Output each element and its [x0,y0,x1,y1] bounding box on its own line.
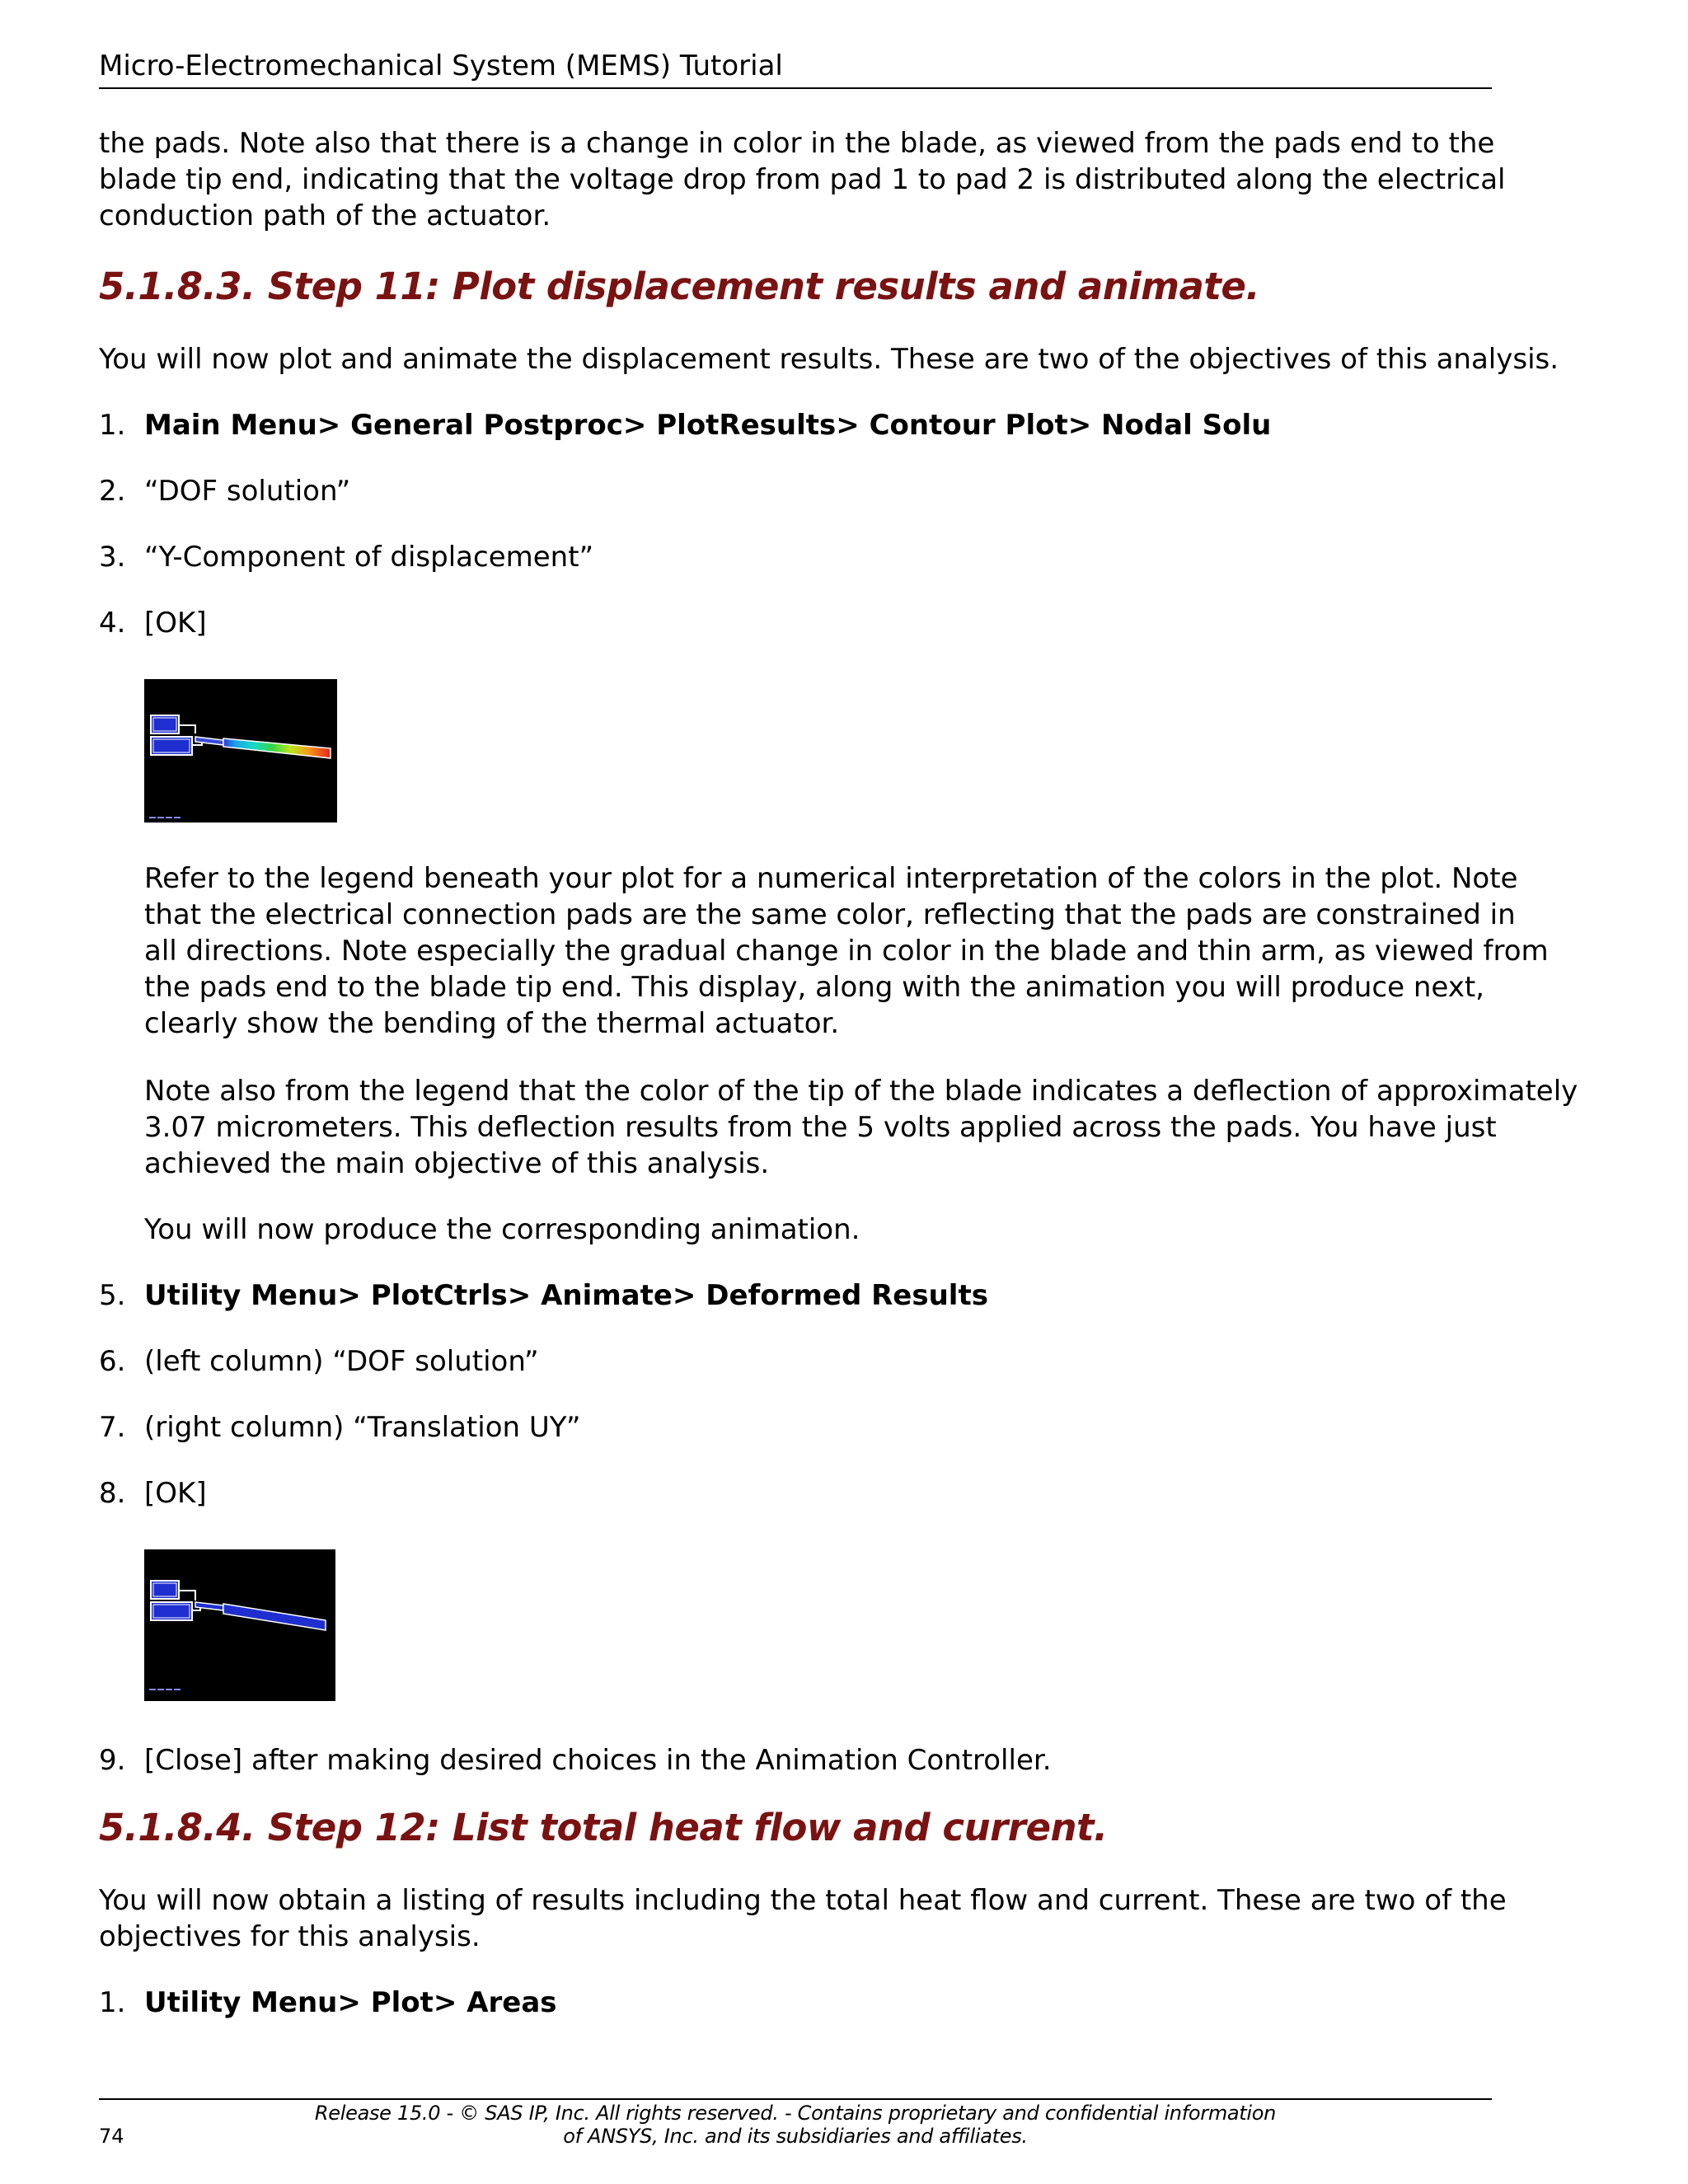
blade [223,738,331,758]
step-menu-path: Main Menu> General Postproc> PlotResults> Contour Plot> Nodal Solu [144,409,1272,442]
step-item [99,407,1271,443]
step-item [99,1742,1052,1779]
displacement-contour-plot-image [144,679,337,823]
step-number: 7. [99,1411,126,1444]
step-item [99,473,350,509]
pad-2 [151,737,192,755]
header-rule [99,87,1492,89]
step-text: [OK] [144,1477,207,1510]
footer-line: Release 15.0 - © SAS IP, Inc. All rights reserved. - Contains proprietary and confidential information [314,2102,1277,2125]
step-number: 5. [99,1279,126,1312]
step-text: [Close] after making desired choices in the Animation Controller. [144,1744,1052,1777]
step-text: “Y-Component of displacement” [144,541,594,574]
step-menu-path: Utility Menu> Plot> Areas [144,1986,557,2019]
page-number: 74 [99,2125,124,2148]
animation-frame-image [144,1549,335,1701]
step-text: (left column) “DOF solution” [144,1345,539,1378]
step-text: “DOF solution” [144,475,351,508]
running-header: Micro-Electromechanical System (MEMS) Tutorial [99,49,783,82]
section-heading-step-11: 5.1.8.3. Step 11: Plot displacement results and animate. [99,265,1260,308]
footer-rule [99,2098,1492,2100]
intro-line: blade tip end, indicating that the voltage drop from pad 1 to pad 2 is distributed along the electrical [99,163,1506,196]
step-menu-path: Utility Menu> PlotCtrls> Animate> Deformed Results [144,1279,988,1312]
paragraph-line: clearly show the bending of the thermal actuator. [144,1007,840,1040]
blade [223,1604,326,1630]
step-text: (right column) “Translation UY” [144,1411,581,1444]
paragraph-line: all directions. Note especially the gradual change in color in the blade and thin arm, as viewed from [144,935,1549,968]
step-number: 1. [99,409,126,442]
explanation-paragraph-1 [144,860,1549,1042]
pad-1 [151,715,179,733]
paragraph-line: that the electrical connection pads are the same color, reflecting that the pads are constrained in [144,898,1516,931]
section1-intro: You will now plot and animate the displacement results. These are two of the objectives of this analysis. [99,343,1559,376]
step-item [99,1409,581,1446]
paragraph-line: 3.07 micrometers. This deflection results from the 5 volts applied across the pads. You have just [144,1111,1497,1144]
paragraph-line: achieved the main objective of this analysis. [144,1147,770,1180]
pad-2 [151,1602,192,1620]
step-item [99,1277,988,1314]
step-item [99,1343,539,1380]
pad-1 [151,1581,179,1599]
step-number: 2. [99,475,126,508]
step-number: 1. [99,1986,126,2019]
step-item [99,605,207,641]
section2-intro [99,1882,1507,1955]
step-item [99,1985,557,2021]
footer-line: of ANSYS, Inc. and its subsidiaries and affiliates. [563,2125,1028,2148]
section-heading-step-12: 5.1.8.4. Step 12: List total heat flow and current. [99,1806,1108,1849]
step-number: 4. [99,607,126,640]
step-number: 8. [99,1477,126,1510]
contour-plot-graphic [144,679,337,823]
paragraph-line: Refer to the legend beneath your plot for a numerical interpretation of the colors in the plot. Note [144,862,1518,895]
step-number: 9. [99,1744,126,1777]
intro-paragraph [99,125,1506,234]
thin-arm [195,737,223,745]
step-text: [OK] [144,607,207,640]
step-number: 6. [99,1345,126,1378]
explanation-paragraph-3: You will now produce the corresponding animation. [144,1213,860,1246]
step-number: 3. [99,541,126,574]
animation-graphic [144,1549,335,1701]
step-item [99,1475,207,1511]
intro-line: the pads. Note also that there is a change in color in the blade, as viewed from the pads end to the [99,127,1495,160]
step-item [99,539,593,575]
paragraph-line: objectives for this analysis. [99,1920,481,1953]
footer-copyright [99,2102,1492,2148]
paragraph-line: the pads end to the blade tip end. This display, along with the animation you will produce next, [144,971,1484,1004]
paragraph-line: You will now obtain a listing of results including the total heat flow and current. These are two of the [99,1884,1507,1917]
paragraph-line: Note also from the legend that the color of the tip of the blade indicates a deflection of approximately [144,1075,1578,1108]
intro-line: conduction path of the actuator. [99,199,551,232]
explanation-paragraph-2 [144,1073,1578,1182]
